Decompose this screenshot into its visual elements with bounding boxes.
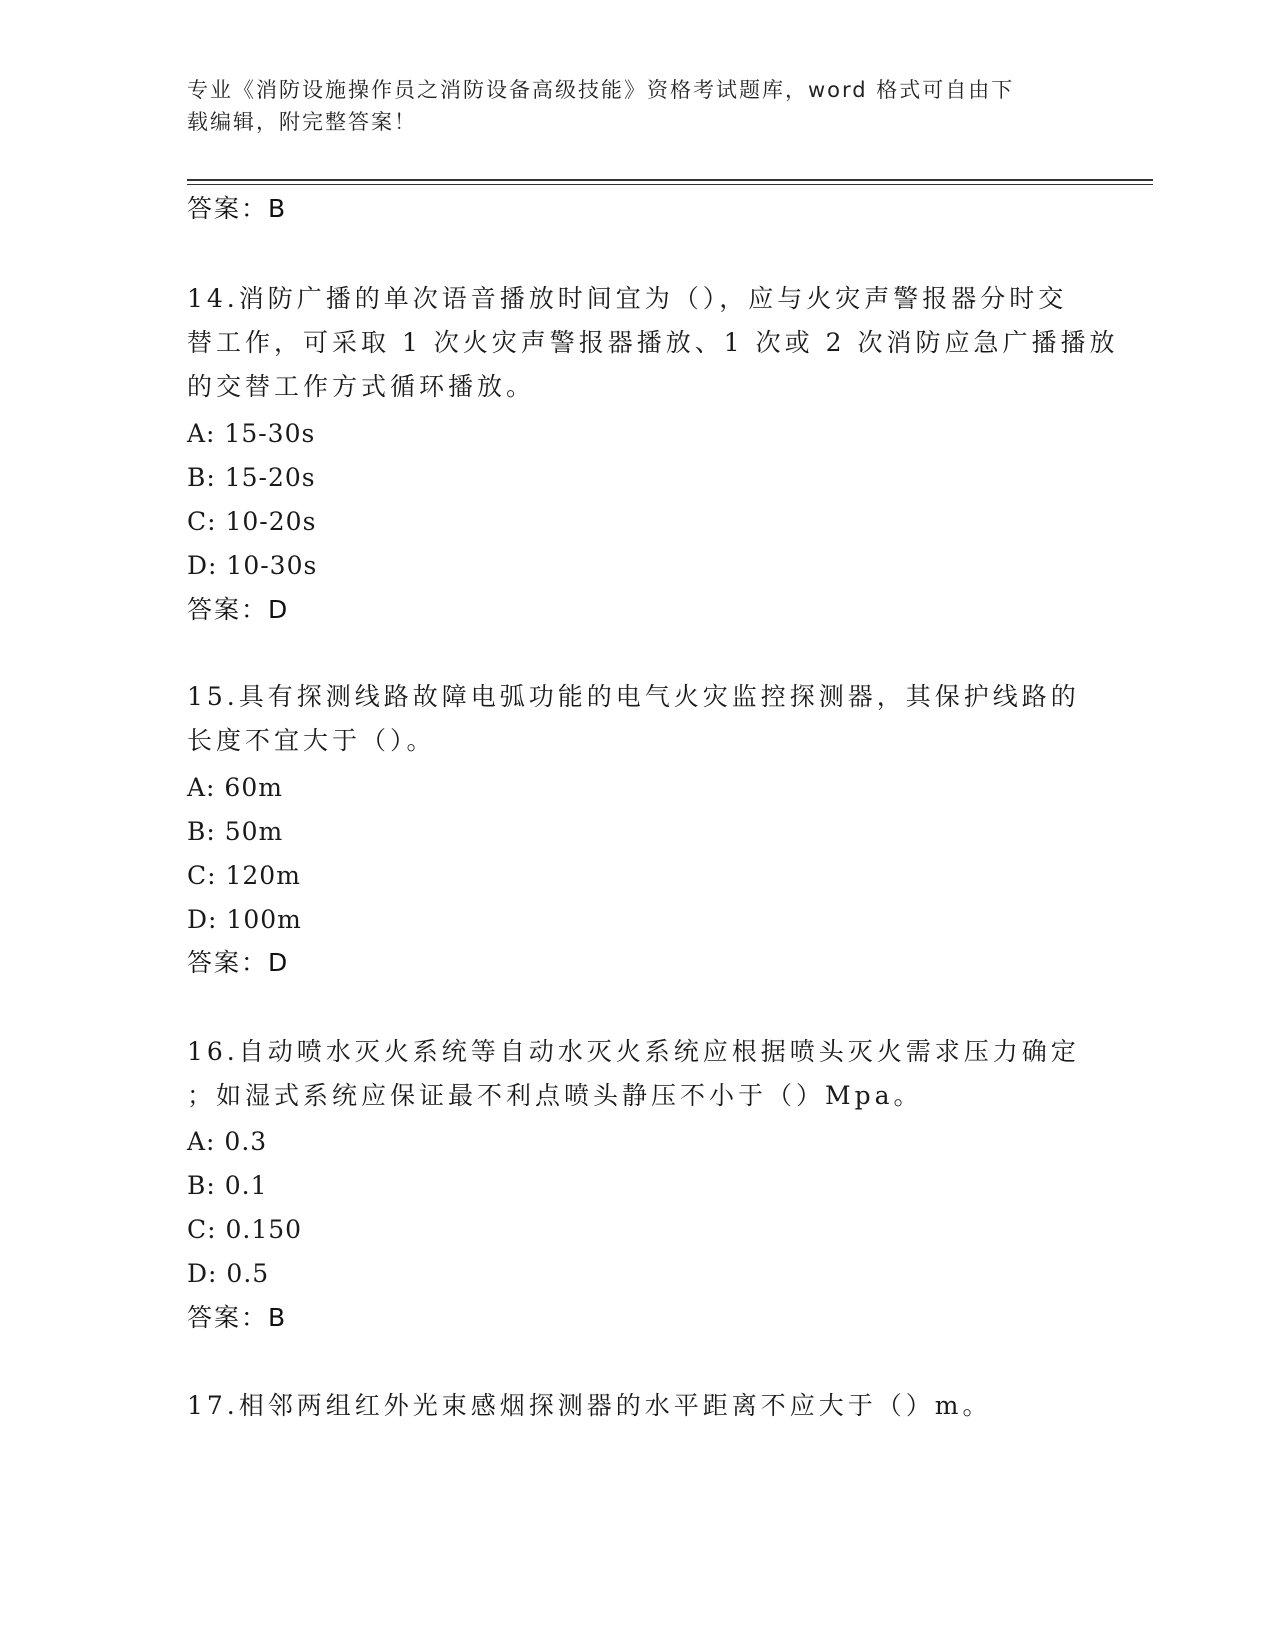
question-17-line-1: 17.相邻两组红外光束感烟探测器的水平距离不应大于（）m。 <box>187 1391 992 1420</box>
question-16-line-2: ；如湿式系统应保证最不利点喷头静压不小于（）Mpa。 <box>187 1081 923 1110</box>
question-14-option-d: D: 10-30s <box>187 551 318 580</box>
question-14-option-c: C: 10-20s <box>187 507 317 536</box>
question-16-option-d: D: 0.5 <box>187 1259 270 1288</box>
question-15-line-1: 15.具有探测线路故障电弧功能的电气火灾监控探测器，其保护线路的 <box>187 682 1080 711</box>
question-14-option-b: B: 15-20s <box>187 463 316 492</box>
question-14-option-a: A: 15-30s <box>187 419 316 448</box>
question-14-line-1: 14.消防广播的单次语音播放时间宜为（），应与火灾声警报器分时交 <box>187 284 1068 313</box>
question-14-line-3: 的交替工作方式循环播放。 <box>187 372 536 401</box>
question-15-option-c: C: 120m <box>187 861 301 890</box>
question-15-option-a: A: 60m <box>187 773 283 802</box>
question-15-option-d: D: 100m <box>187 905 302 934</box>
question-15-line-2: 长度不宜大于（）。 <box>187 726 436 755</box>
answer-14: 答案：D <box>187 595 290 624</box>
header-rule-thick <box>187 179 1153 181</box>
question-16-line-1: 16.自动喷水灭火系统等自动水灭火系统应根据喷头灭火需求压力确定 <box>187 1037 1080 1066</box>
question-16-option-c: C: 0.150 <box>187 1215 303 1244</box>
question-15-option-b: B: 50m <box>187 817 284 846</box>
question-14-line-2: 替工作，可采取 1 次火灾声警报器播放、1 次或 2 次消防应急广播播放 <box>187 328 1119 357</box>
header-rule-thin <box>187 184 1153 185</box>
header-line-1: 专业《消防设施操作员之消防设备高级技能》资格考试题库，word 格式可自由下 <box>187 78 1015 102</box>
question-16-option-a: A: 0.3 <box>187 1127 268 1156</box>
answer-13: 答案：B <box>187 194 288 223</box>
answer-16: 答案：B <box>187 1303 288 1332</box>
header-line-2: 载编辑，附完整答案！ <box>187 110 417 134</box>
question-16-option-b: B: 0.1 <box>187 1171 268 1200</box>
document-header <box>187 74 1087 138</box>
answer-15: 答案：D <box>187 948 290 977</box>
